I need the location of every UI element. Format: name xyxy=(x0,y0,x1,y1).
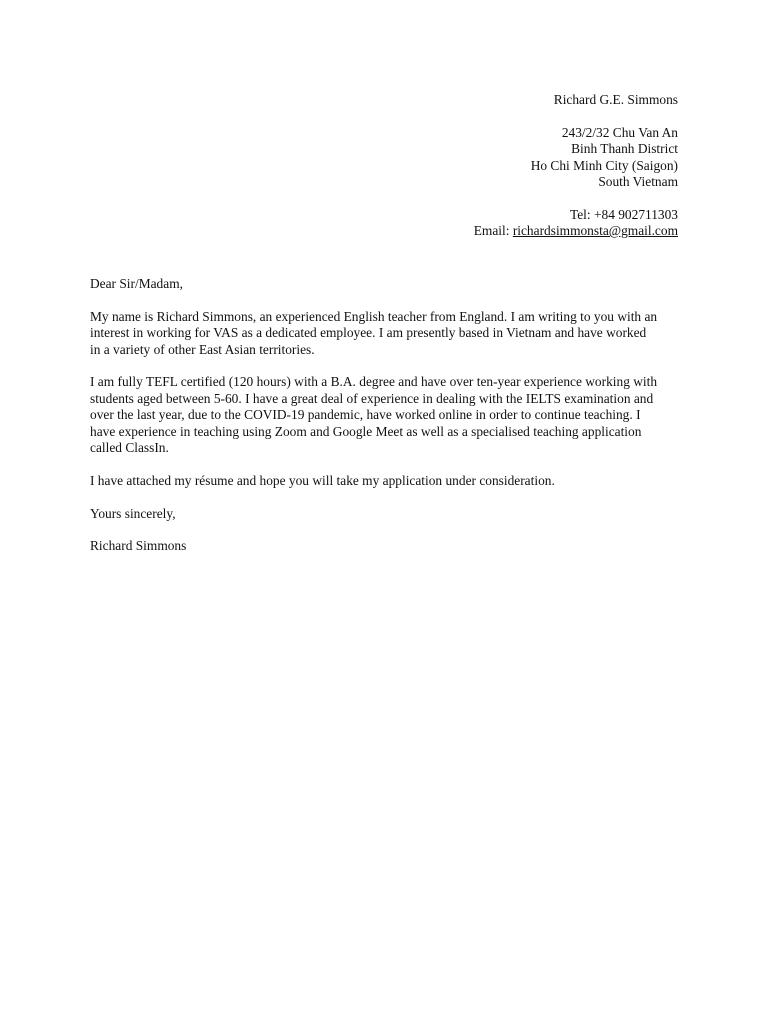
paragraph-line: My name is Richard Simmons, an experienced English teacher from England. I am writing to you with an xyxy=(90,308,658,324)
sender-email-line xyxy=(278,223,678,239)
spacer xyxy=(278,108,678,124)
paragraph-line: in a variety of other East Asian territories. xyxy=(90,341,315,357)
paragraph-introduction xyxy=(90,309,680,358)
closing-text: Yours sincerely, xyxy=(90,505,176,521)
paragraph-qualifications xyxy=(90,374,680,456)
sender-name: Richard G.E. Simmons xyxy=(553,92,678,107)
paragraph-line: over the last year, due to the COVID-19 pandemic, have worked online in order to continue teaching. I xyxy=(90,407,641,423)
address-line: Ho Chi Minh City (Saigon) xyxy=(530,157,678,173)
salutation-text: Dear Sir/Madam, xyxy=(90,276,183,291)
paragraph-line: I am fully TEFL certified (120 hours) with a B.A. degree and have over ten-year experience working with xyxy=(90,374,658,390)
email-label: Email: xyxy=(473,223,513,239)
signature xyxy=(90,538,680,554)
salutation xyxy=(90,276,680,292)
address-line: 243/2/32 Chu Van An xyxy=(561,124,678,140)
address-line: South Vietnam xyxy=(598,174,678,190)
address-line: Binh Thanh District xyxy=(571,141,678,157)
paragraph-line: interest in working for VAS as a dedicated employee. I am presently based in Vietnam and have worked xyxy=(90,325,647,341)
sender-block xyxy=(278,92,678,240)
closing xyxy=(90,506,680,522)
paragraph-line: I have attached my résume and hope you will take my application under consideration. xyxy=(90,472,555,488)
letter-body xyxy=(90,276,680,571)
paragraph-line: have experience in teaching using Zoom and Google Meet as well as a specialised teaching application xyxy=(90,423,642,439)
paragraph-line: students aged between 5-60. I have a great deal of experience in dealing with the IELTS examination and xyxy=(90,390,654,406)
sender-telephone: Tel: +84 902711303 xyxy=(569,206,678,222)
paragraph-attachment xyxy=(90,473,680,489)
signature-text: Richard Simmons xyxy=(90,538,187,554)
spacer xyxy=(278,190,678,206)
paragraph-line: called ClassIn. xyxy=(90,440,169,456)
email-link[interactable]: richardsimmonsta@gmail.com xyxy=(512,223,678,239)
